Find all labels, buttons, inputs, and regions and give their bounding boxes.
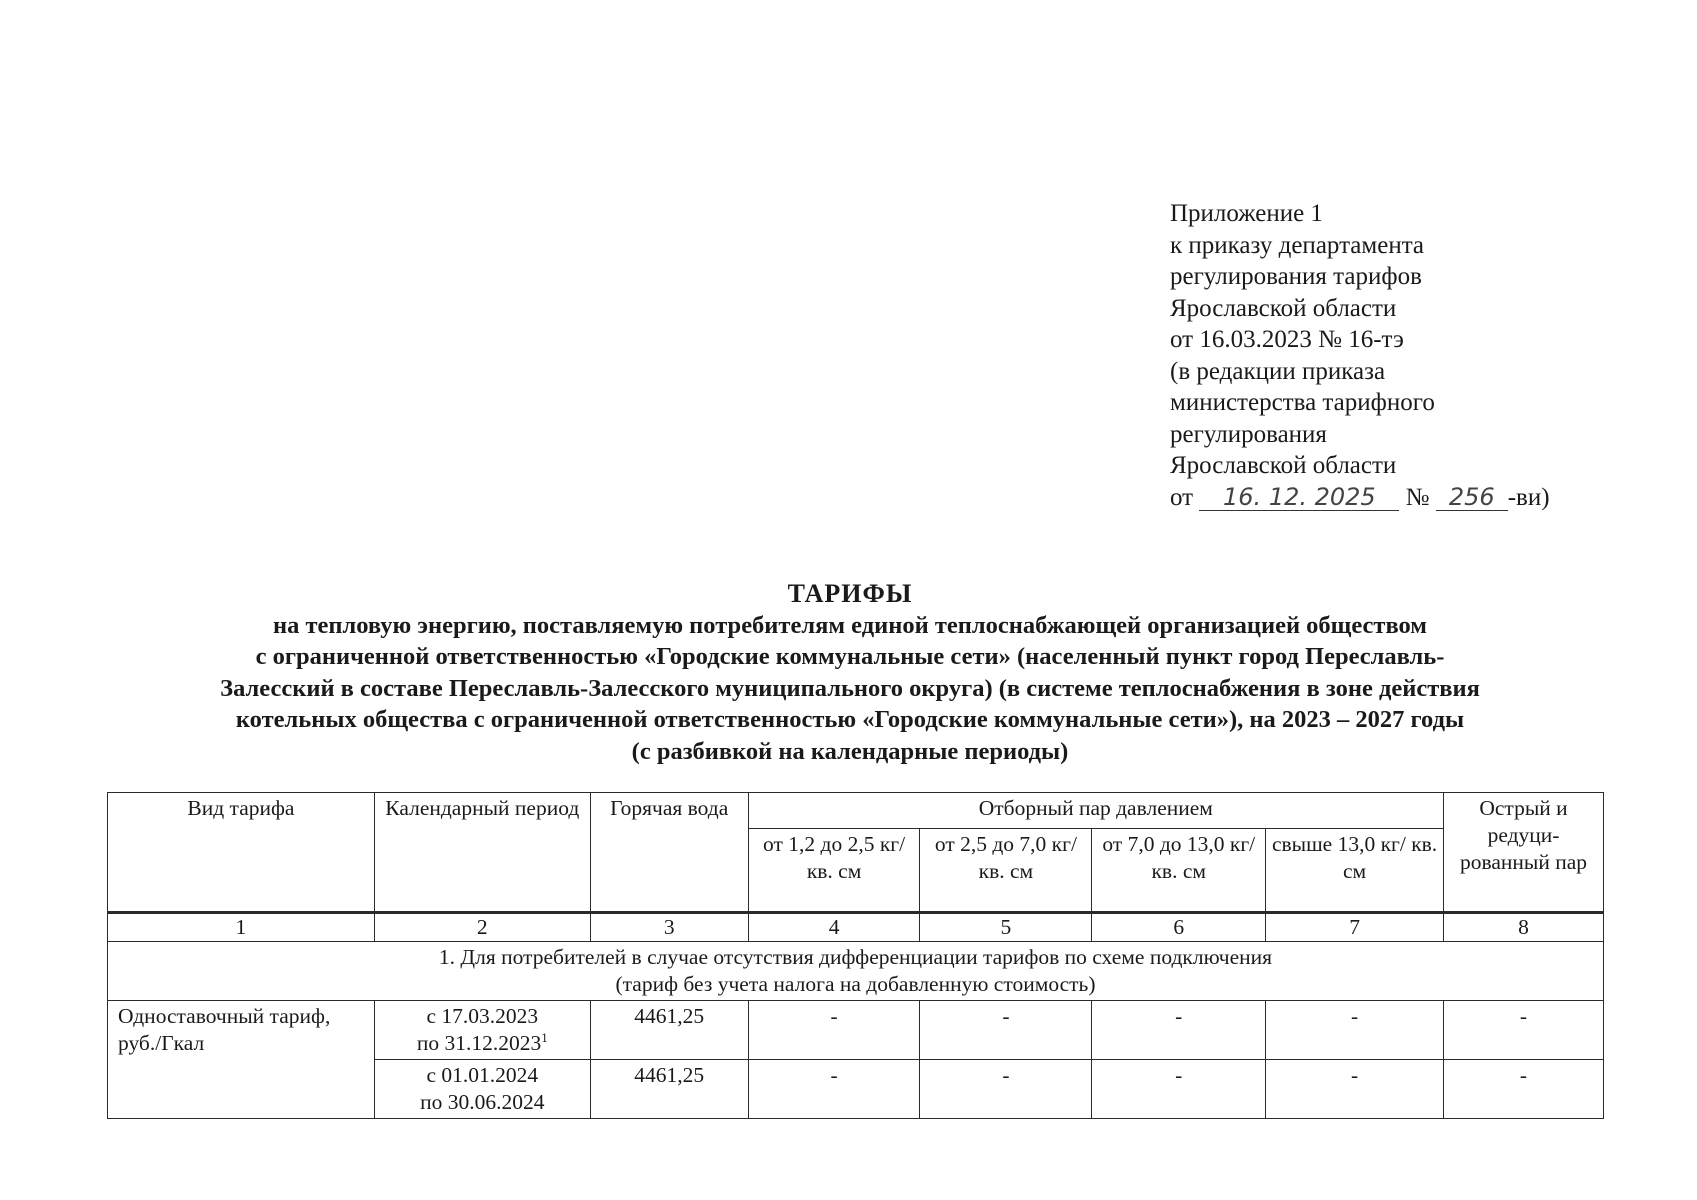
appendix-line: регулирования тарифов (1170, 263, 1422, 290)
title-main: ТАРИФЫ (787, 579, 913, 608)
header-hot-water: Горячая вода (590, 793, 748, 913)
section-line: (тариф без учета налога на добавленную стоимость) (615, 972, 1096, 996)
table-row (108, 1001, 1604, 1060)
column-number: 4 (748, 913, 920, 942)
steam-2-value: - (920, 1001, 1092, 1060)
header-steam-group: Отборный пар давлением (748, 793, 1443, 829)
handwritten-number: 256 (1436, 484, 1508, 511)
section-line: 1. Для потребителей в случае отсутствия дифференциации тарифов по схеме подключения (438, 945, 1273, 969)
hot-water-value: 4461,25 (590, 1001, 748, 1060)
number-suffix: -ви) (1507, 483, 1550, 511)
appendix-line: регулирования (1170, 420, 1327, 448)
appendix-line: Приложение 1 (1170, 200, 1323, 227)
footnote-marker: 1 (541, 1029, 548, 1045)
period-to: по 30.06.2024 (420, 1090, 545, 1114)
period-cell (374, 1060, 590, 1119)
period-to-line (379, 1030, 586, 1057)
steam-3-value: - (1092, 1060, 1266, 1119)
document-title (100, 578, 1600, 767)
column-number: 1 (108, 913, 375, 942)
column-number: 5 (920, 913, 1092, 942)
period-from: с 01.01.2024 (426, 1063, 539, 1087)
hot-water-value: 4461,25 (590, 1060, 748, 1119)
title-line: с ограниченной ответственностью «Городские коммунальные сети» (населенный пункт город Переславль- (255, 643, 1445, 670)
steam-3-value: - (1092, 1001, 1266, 1060)
column-number: 3 (590, 913, 748, 942)
column-number: 6 (1092, 913, 1266, 942)
header-steam-4: свыше 13,0 кг/ кв. см (1266, 829, 1444, 913)
steam-4-value: - (1266, 1001, 1444, 1060)
appendix-line: Ярославской области (1170, 452, 1397, 479)
header-steam-1: от 1,2 до 2,5 кг/ кв. см (748, 829, 920, 913)
steam-1-value: - (748, 1060, 920, 1119)
appendix-block (1170, 198, 1550, 513)
period-cell (374, 1001, 590, 1060)
steam-2-value: - (920, 1060, 1092, 1119)
tariffs-table (107, 792, 1604, 1119)
appendix-line: к приказу департамента (1170, 231, 1425, 259)
column-number: 7 (1266, 913, 1444, 942)
appendix-line: министерства тарифного (1170, 389, 1435, 416)
header-sharp-steam: Острый и редуци-рованный пар (1444, 793, 1604, 913)
tariff-label: Одноставочный тариф, руб./Гкал (108, 1001, 375, 1119)
appendix-line: от 16.03.2023 № 16-тэ (1170, 326, 1404, 353)
section-header (108, 942, 1604, 1001)
header-steam-2: от 2,5 до 7,0 кг/ кв. см (920, 829, 1092, 913)
number-label: № (1405, 483, 1430, 511)
title-line: котельных общества с ограниченной ответственностью «Городские коммунальные сети»), на 2023 – 2027 годы (235, 706, 1465, 733)
header-tariff-type: Вид тарифа (108, 793, 375, 913)
title-line: на тепловую энергию, поставляемую потребителям единой теплоснабжающей организацией обществом (272, 611, 1427, 639)
title-line: Залесский в составе Переславль-Залесского муниципального округа) (в системе теплоснабжения в зоне действия (220, 674, 1480, 702)
from-label: от (1170, 483, 1194, 511)
handwritten-date: 16. 12. 2025 (1199, 484, 1399, 511)
header-period: Календарный период (374, 793, 590, 913)
appendix-signature-line (1170, 482, 1550, 514)
column-number: 8 (1444, 913, 1604, 942)
appendix-line: (в редакции приказа (1170, 357, 1386, 385)
appendix-line: Ярославской области (1170, 294, 1397, 322)
header-steam-3: от 7,0 до 13,0 кг/ кв. см (1092, 829, 1266, 913)
column-number: 2 (374, 913, 590, 942)
sharp-steam-value: - (1444, 1060, 1604, 1119)
steam-1-value: - (748, 1001, 920, 1060)
sharp-steam-value: - (1444, 1001, 1604, 1060)
title-line: (с разбивкой на календарные периоды) (631, 737, 1069, 765)
period-to: по 31.12.2023 (416, 1031, 542, 1055)
steam-4-value: - (1266, 1060, 1444, 1119)
period-from: с 17.03.2023 (426, 1004, 539, 1028)
